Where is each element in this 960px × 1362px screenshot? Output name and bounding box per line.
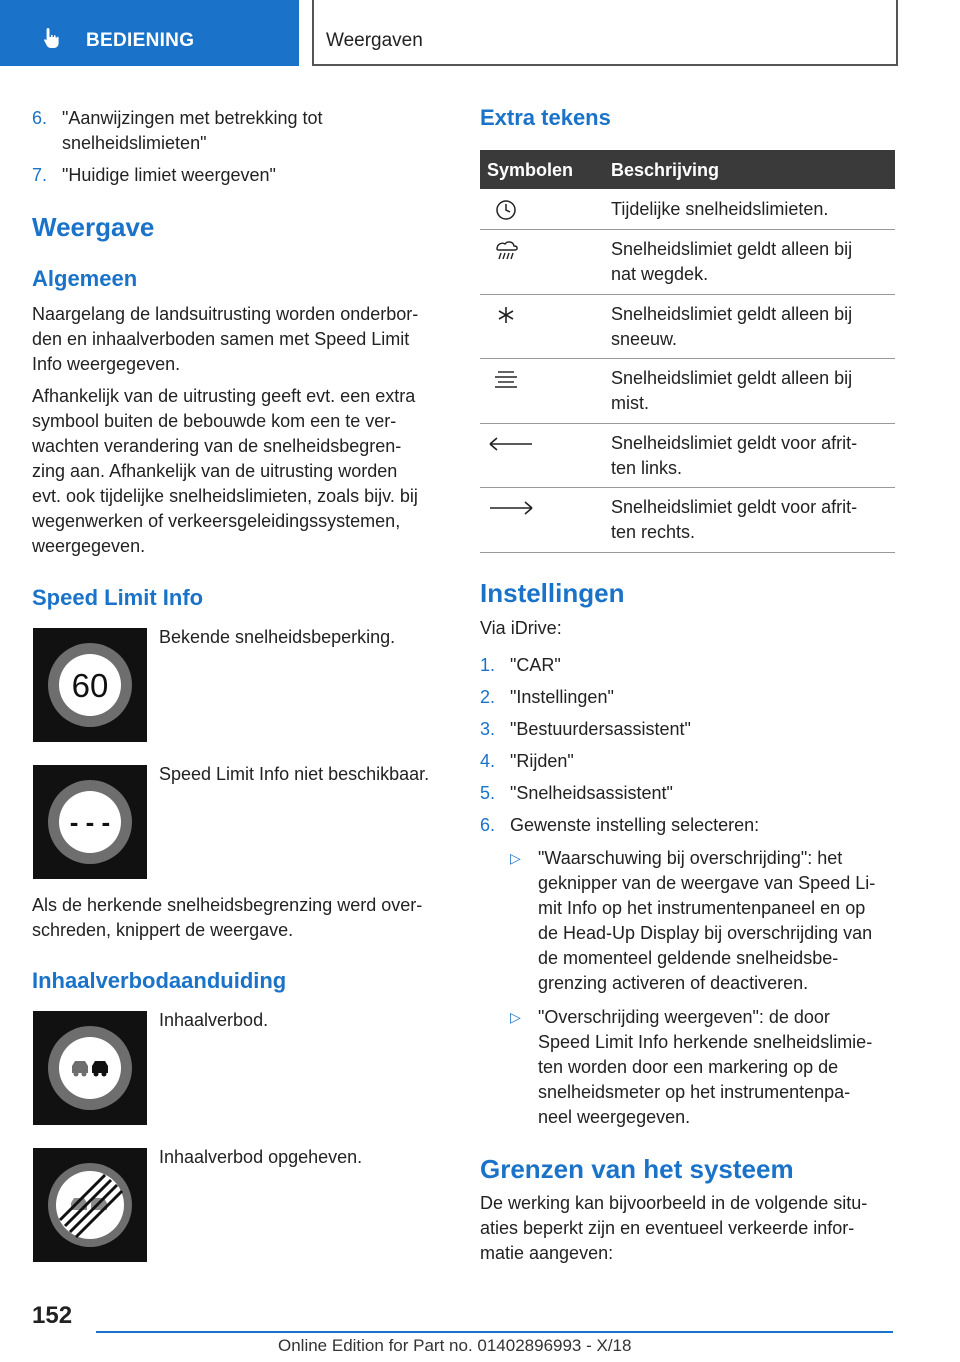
page-number: 152 bbox=[32, 1302, 73, 1329]
paragraph-algemeen-1 bbox=[32, 302, 452, 377]
end-no-overtaking-sign-icon bbox=[33, 1148, 147, 1262]
text-line: mit Info op het instrumentenpaneel en op bbox=[538, 898, 866, 918]
table-row bbox=[480, 487, 895, 553]
bullet-text bbox=[538, 1005, 903, 1130]
rain-icon bbox=[486, 238, 526, 262]
step-number: 2. bbox=[480, 687, 496, 707]
sign-caption: Inhaalverbod opgeheven. bbox=[159, 1147, 363, 1167]
text-line: Afhankelijk van de uitrusting geeft evt. een extra bbox=[32, 386, 416, 406]
bullet-triangle-icon: ▷ bbox=[510, 850, 521, 866]
sign-value: - - - bbox=[69, 807, 111, 837]
no-overtaking-sign-icon bbox=[33, 1011, 147, 1125]
arrow-left-icon bbox=[486, 432, 536, 456]
arrow-right-icon bbox=[486, 496, 536, 520]
speed-limit-unavailable-image bbox=[33, 765, 147, 879]
text-line: "Overschrijding weergeven": de door bbox=[538, 1007, 830, 1027]
text-line: Info weergegeven. bbox=[32, 354, 181, 374]
heading-speed-limit-info: Speed Limit Info bbox=[32, 585, 204, 610]
paragraph-speed bbox=[32, 893, 452, 943]
snowflake-icon bbox=[486, 303, 526, 327]
step-number: 4. bbox=[480, 751, 496, 771]
heading-weergave: Weergave bbox=[32, 212, 155, 242]
list-number: 7. bbox=[32, 165, 48, 185]
text-line: de momenteel geldende snelheidsbe- bbox=[538, 948, 839, 968]
sign-value: 60 bbox=[71, 667, 109, 704]
heading-extra-tekens: Extra tekens bbox=[480, 105, 611, 130]
heading-inhaalverbod: Inhaalverbodaanduiding bbox=[32, 968, 287, 993]
table-row bbox=[480, 229, 895, 295]
paragraph-algemeen-2 bbox=[32, 384, 452, 559]
no-overtaking-image bbox=[33, 1011, 147, 1125]
list-number: 6. bbox=[32, 108, 48, 128]
text-line: ten links. bbox=[611, 458, 683, 478]
text-line: Snelheidslimiet geldt alleen bij bbox=[611, 368, 853, 388]
sign-caption: Speed Limit Info niet beschikbaar. bbox=[159, 764, 430, 784]
text-line: De werking kan bijvoorbeeld in de volgende situ- bbox=[480, 1193, 868, 1213]
sign-caption: Inhaalverbod. bbox=[159, 1010, 269, 1030]
text-line: Als de herkende snelheidsbegrenzing werd over- bbox=[32, 895, 423, 915]
via-idrive: Via iDrive: bbox=[480, 618, 562, 638]
hand-pointer-icon bbox=[40, 26, 64, 50]
col-header-symbolen: Symbolen bbox=[487, 160, 574, 180]
table-header bbox=[480, 150, 895, 189]
text-line: zing aan. Afhankelijk van de uitrusting worden bbox=[32, 461, 398, 481]
text-line: Snelheidslimiet geldt alleen bij bbox=[611, 304, 853, 324]
sign-caption: Bekende snelheidsbeperking. bbox=[159, 627, 396, 647]
text-line: weergegeven. bbox=[32, 536, 146, 556]
text-line: neel weergegeven. bbox=[538, 1107, 691, 1127]
text-line: snelheidsmeter op het instrumentenpa- bbox=[538, 1082, 851, 1102]
bullet-text bbox=[538, 846, 903, 996]
table-row bbox=[480, 423, 895, 488]
step-text: "CAR" bbox=[510, 655, 561, 675]
text-line: Speed Limit Info herkende snelheidslimie- bbox=[538, 1032, 873, 1052]
text-line: grenzing activeren of deactiveren. bbox=[538, 973, 809, 993]
text-line: ten worden door een markering op de bbox=[538, 1057, 839, 1077]
text-line: geknipper van de weergave van Speed Li- bbox=[538, 873, 876, 893]
bullet-triangle-icon: ▷ bbox=[510, 1009, 521, 1025]
step-text: "Instellingen" bbox=[510, 687, 614, 707]
text-line: Snelheidslimiet geldt voor afrit- bbox=[611, 497, 858, 517]
table-row bbox=[480, 358, 895, 424]
table-cell bbox=[611, 495, 891, 545]
text-line: "Waarschuwing bij overschrijding": het bbox=[538, 848, 843, 868]
step-text: "Rijden" bbox=[510, 751, 574, 771]
step-number: 5. bbox=[480, 783, 496, 803]
heading-instellingen: Instellingen bbox=[480, 578, 625, 608]
step-text: "Bestuurdersassistent" bbox=[510, 719, 691, 739]
text-line: nat wegdek. bbox=[611, 264, 709, 284]
end-no-overtaking-image bbox=[33, 1148, 147, 1262]
heading-algemeen: Algemeen bbox=[32, 266, 138, 291]
section-tab[interactable] bbox=[0, 0, 299, 66]
list-text: "Huidige limiet weergeven" bbox=[62, 165, 276, 185]
table-cell: Tijdelijke snelheidslimieten. bbox=[611, 199, 829, 219]
text-line: Naargelang de landsuitrusting worden onderbor- bbox=[32, 304, 419, 324]
speed-sign-icon bbox=[33, 628, 147, 742]
table-cell bbox=[611, 366, 891, 416]
text-line: wachten verandering van de snelheidsbegren- bbox=[32, 436, 402, 456]
speed-limit-60-image bbox=[33, 628, 147, 742]
step-number: 1. bbox=[480, 655, 496, 675]
table-cell bbox=[611, 302, 891, 352]
text-line: matie aangeven: bbox=[480, 1243, 614, 1263]
text-line: Snelheidslimiet geldt voor afrit- bbox=[611, 433, 858, 453]
paragraph-grenzen bbox=[480, 1191, 900, 1266]
step-text: Gewenste instelling selecteren: bbox=[510, 815, 760, 835]
footer-rule bbox=[96, 1331, 893, 1333]
heading-grenzen: Grenzen van het systeem bbox=[480, 1154, 794, 1184]
table-cell bbox=[611, 237, 891, 287]
col-header-beschrijving: Beschrijving bbox=[611, 160, 720, 180]
text-line: wegenwerken of verkeersgeleidingssystemen, bbox=[32, 511, 401, 531]
list-text: "Aanwijzingen met betrekking tot bbox=[62, 108, 323, 128]
text-line: schreden, knippert de weergave. bbox=[32, 920, 294, 940]
text-line: sneeuw. bbox=[611, 329, 678, 349]
step-number: 6. bbox=[480, 815, 496, 835]
clock-icon bbox=[486, 198, 526, 222]
text-line: symbool buiten de bebouwde kom een te ver- bbox=[32, 411, 397, 431]
text-line: aties beperkt zijn en eventueel verkeerde infor- bbox=[480, 1218, 855, 1238]
text-line: den en inhaalverboden samen met Speed Limit bbox=[32, 329, 410, 349]
section-label: BEDIENING bbox=[86, 30, 195, 51]
step-text: "Snelheidsassistent" bbox=[510, 783, 673, 803]
text-line: de Head-Up Display bij overschrijding van bbox=[538, 923, 873, 943]
text-line: mist. bbox=[611, 393, 649, 413]
table-cell bbox=[611, 431, 891, 481]
text-line: ten rechts. bbox=[611, 522, 696, 542]
table-row bbox=[480, 189, 895, 230]
table-row bbox=[480, 294, 895, 359]
speed-sign-icon bbox=[33, 765, 147, 879]
text-line: Snelheidslimiet geldt alleen bij bbox=[611, 239, 853, 259]
fog-icon bbox=[486, 367, 526, 391]
step-number: 3. bbox=[480, 719, 496, 739]
text-line: evt. ook tijdelijke snelheidslimieten, zoals bijv. bij bbox=[32, 486, 418, 506]
footer-edition: Online Edition for Part no. 01402896993 - X/18 bbox=[278, 1336, 632, 1355]
page-title: Weergaven bbox=[326, 30, 423, 51]
list-text: snelheidslimieten" bbox=[62, 133, 207, 153]
